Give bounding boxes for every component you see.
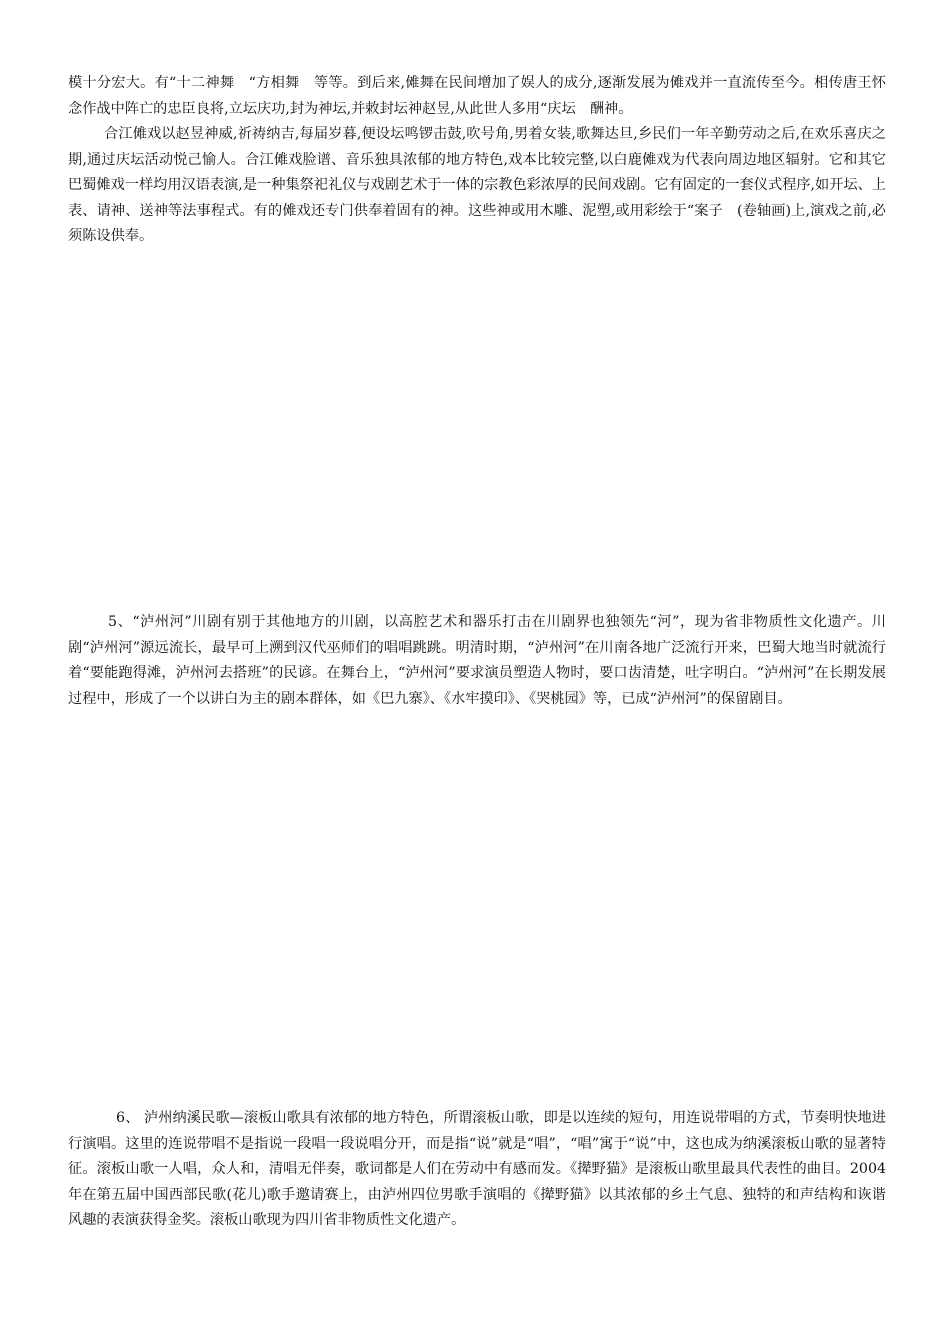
gunban-folksong-section [68, 1106, 886, 1234]
nuo-opera-section [68, 71, 886, 250]
nuo-opera-paragraph-1: 模十分宏大。有“十二神舞 “方相舞 等等。到后来,傩舞在民间增加了娱人的成分,逐渐发展为傩戏并一直流传至今。相传唐王怀念作战中阵亡的忠臣良将,立坛庆功,封为神坛,并敕封坛神赵昱,从此世人多用“庆坛 酬神。 [68, 75, 886, 117]
luzhou-river-paragraph: 5、“泸州河”川剧有别于其他地方的川剧，以高腔艺术和器乐打击在川剧界也独领先“河”，现为省非物质性文化遗产。川剧“泸州河”源远流长，最早可上溯到汉代巫师们的唱唱跳跳。明清时期，“泸州河”在川南各地广泛流行开来，巴蜀大地当时就流行着“要能跑得滩，泸州河去搭班”的民谚。在舞台上，“泸州河”要求演员塑造人物时，要口齿清楚，吐字明白。“泸州河”在长期发展过程中，形成了一个以讲白为主的剧本群体，如《巴九寨》、《水牢摸印》、《哭桃园》等，已成“泸州河”的保留剧目。 [68, 614, 886, 707]
luzhou-river-section [68, 610, 886, 712]
gunban-folksong-paragraph: 6、 泸州纳溪民歌—滚板山歌具有浓郁的地方特色，所谓滚板山歌，即是以连续的短句，用连说带唱的方式，节奏明快地进行演唱。这里的连说带唱不是指说一段唱一段说唱分开，而是指“说”就是“唱”，“唱”寓于“说”中，这也成为纳溪滚板山歌的显著特征。滚板山歌一人唱，众人和，清唱无伴奏，歌词都是人们在劳动中有感而发。《撵野猫》是滚板山歌里最具代表性的曲目。2004年在第五届中国西部民歌(花儿)歌手邀请赛上，由泸州四位男歌手演唱的《撵野猫》以其浓郁的乡土气息、独特的和声结构和诙谐风趣的表演获得金奖。滚板山歌现为四川省非物质性文化遗产。 [68, 1110, 886, 1228]
nuo-opera-paragraph-2: 合江傩戏以赵昱神威,祈祷纳吉,每届岁暮,便设坛鸣锣击鼓,吹号角,男着女装,歌舞达旦,乡民们一年辛勤劳动之后,在欢乐喜庆之期,通过庆坛活动悦己愉人。合江傩戏脸谱、音乐独具浓郁的地方特色,戏本比较完整,以白鹿傩戏为代表向周边地区辐射。它和其它巴蜀傩戏一样均用汉语表演,是一种集祭祀礼仪与戏剧艺术于一体的宗教色彩浓厚的民间戏剧。它有固定的一套仪式程序,如开坛、上表、请神、送神等法事程式。有的傩戏还专门供奉着固有的神。这些神或用木雕、泥塑,或用彩绘于“案子 (卷轴画)上,演戏之前,必须陈设供奉。 [68, 126, 886, 244]
